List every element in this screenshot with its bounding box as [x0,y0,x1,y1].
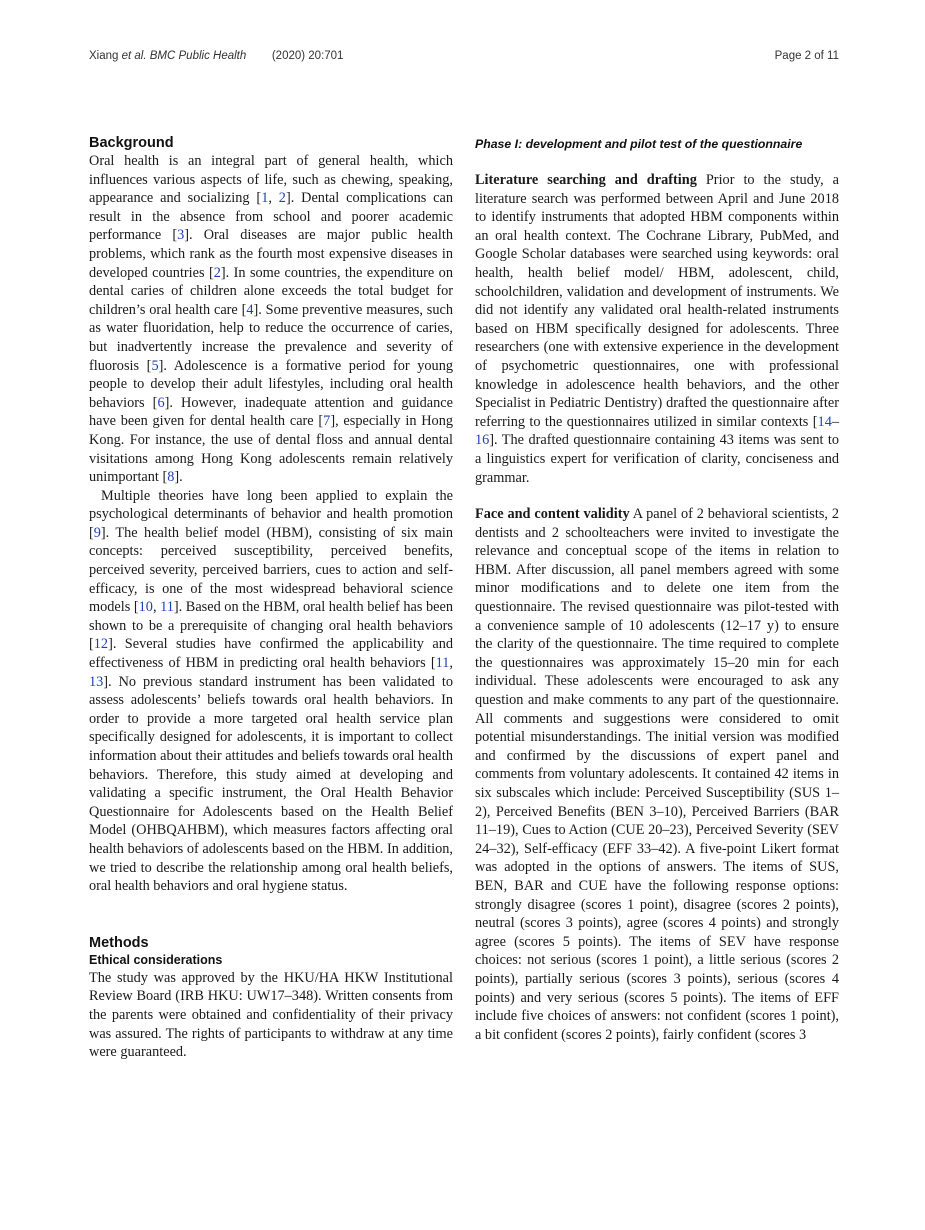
journal-name: BMC Public Health [149,50,247,62]
citation-line [89,50,343,62]
citation-link[interactable]: 3 [177,227,185,244]
text-run: ]. No previous standard instrument has been validated to assess adolescents’ beliefs towards oral health behaviors. In order to provide a more targeted oral health service plan specifically designed for adolescents, it is important to collect information about their attitudes and beliefs towards oral health behaviors. Therefore, this study aimed at developing and validating a specific instrument, the Oral Health Behavior Questionnaire for Adolescents based on the Health Belief Model (OHBQAHBM), which measures factors affecting oral health behaviors of adolescents based on the HBM. In addition, we tried to describe the relationship among oral health beliefs, oral health behaviors and oral hygiene status. [89,673,453,895]
citation-link[interactable]: 8 [167,469,175,486]
year-volume: (2020) 20:701 [271,50,344,62]
text-run: ]. Based on the HBM, oral health belief has been shown to be a prerequisite of changing oral health behaviors [ [89,599,453,653]
text-run: , [152,599,161,616]
methods-heading: Methods [89,934,149,951]
citation-link[interactable]: 13 [89,673,104,690]
text-run: ]. However, inadequate attention and guidance have been given for dental health care [ [89,394,453,430]
citation-link[interactable]: 14 [817,413,832,430]
face-validity-paragraph [475,505,839,1044]
text-run: Multiple theories have long been applied to explain the psychological determinants of behavior and health promotion [ [89,487,453,541]
text-run: ]. [174,469,183,486]
citation-link[interactable]: 1 [261,190,269,207]
text-run: ]. Oral diseases are major public health problems, which rank as the fourth most expensive diseases in developed countries [ [89,227,453,281]
text-run: – [831,413,839,430]
citation-link[interactable]: 2 [213,264,221,281]
phase1-heading: Phase I: development and pilot test of the questionnaire [475,137,803,151]
page-number: Page 2 of 11 [774,50,839,62]
citation-link[interactable]: 9 [93,524,101,541]
face-validity-text: A panel of 2 behavioral scientists, 2 dentists and 2 schoolteachers were invited to investigate the relevance and conceptual scope of the items in relation to HBM. After discussion, all panel members agreed with some minor modifications and to delete one item from the questionnaire. The revised questionnaire was pilot-tested with a convenience sample of 10 adolescents (12–17 y) to ensure the clarity of the questionnaire. The time required to complete the questionnaires was approximately 15–20 min for each individual. These adolescents were encouraged to ask any question and make comments to any part of the questionnaire. All comments and suggestions were considered to omit potential misunderstandings. The initial version was modified and confirmed by the discussions of expert panel and comments from voluntary adolescents. It contained 42 items in six subscales which include: Perceived Susceptibility (SUS 1–2), Perceived Benefits (BEN 3–10), Perceived Barriers (BAR 11–19), Cues to Action (CUE 20–23), Perceived Severity (SEV 24–32), Self-efficacy (EFF 33–42). A five-point Likert format was adopted in the options of answers. The items of SUS, BEN, BAR and CUE have the following response options: strongly disagree (scores 1 point), disagree (scores 2 points), neutral (scores 3 points), agree (scores 4 points) and strongly agree (scores 5 points). The items of SEV have response choices: not serious (scores 1 point), a little serious (scores 2 points), partially serious (scores 3 points), serious (scores 4 points) and very serious (scores 5 points). The items of EFF include five choices of answers: not confident (scores 1 point), a bit confident (scores 2 points), fairly confident (scores 3 [475,506,840,1043]
running-header [89,50,839,66]
text-run: ], especially in Hong Kong. For instance, the use of dental floss and annual dental visitations among Hong Kong adolescents remain relatively unimportant [ [89,413,453,486]
text-run: Oral health is an integral part of general health, which influences various aspects of life, such as chewing, speaking, appearance and socializing [ [89,153,453,207]
et-al: et al. [121,50,147,62]
face-validity-run-heading: Face and content validity [475,506,630,523]
author-name: Xiang [89,50,119,62]
citation-link[interactable]: 7 [323,413,331,430]
text-run: ]. Adolescence is a formative period for young people to develop their adult lifestyles, including oral health behaviors [ [89,357,453,411]
text-run: ]. The health belief model (HBM), consisting of six main concepts: perceived susceptibility, perceived benefits, perceived severity, perceived barriers, cues to action and self-efficacy, is one of the most widespread behavioral science models [ [89,524,453,616]
ethics-paragraph: The study was approved by the HKU/HA HKW Institutional Review Board (IRB HKU: UW17–348). Written consents from the parents were obtained and confidentiality of their privacy was assured. The rights of participants to withdraw at any time were guaranteed. [89,969,453,1061]
background-heading: Background [89,135,174,151]
text-run: ]. Some preventive measures, such as water fluoridation, help to reduce the occurrence of caries, but inadvertently increase the prevalence and severity of fluorosis [ [89,301,453,374]
text-run: ]. Several studies have confirmed the applicability and effectiveness of HBM in predicting oral health behaviors [ [89,636,453,672]
literature-run-heading: Literature searching and drafting [475,172,697,188]
citation-link[interactable]: 12 [93,636,109,653]
text-run: ]. The drafted questionnaire containing 43 items was sent to a linguistics expert for verification of clarity, conciseness and grammar. [475,432,839,486]
citation-link[interactable]: 5 [151,357,159,374]
citation-link[interactable]: 4 [246,301,254,318]
left-column [89,134,453,1062]
right-column [475,134,839,1044]
text-run: , [449,655,453,672]
text-run: ]. Dental complications can result in the absence from school and poorer academic performance [ [89,190,453,244]
text-run: ]. In some countries, the expenditure on dental caries of children alone exceeds the total budget for children’s oral health care [ [89,264,453,318]
literature-paragraph [475,171,839,487]
ethics-heading: Ethical considerations [89,952,223,967]
background-paragraph-2 [89,487,453,896]
text-run: , [268,190,279,207]
citation-link[interactable]: 2 [278,190,286,207]
literature-text [475,172,839,486]
citation-link[interactable]: 11 [435,655,450,672]
citation-link[interactable]: 11 [160,599,174,616]
text-run: Prior to the study, a literature search was performed between April and June 2018 to identify instruments that adopted HBM components within an oral health context. The Cochrane Library, PubMed, and Google Scholar databases were searched using keywords: oral health, health belief model/ HBM, adolescent, child, schoolchildren, validation and development of instruments. We did not identify any validated oral health-related instruments based on HBM specifically designed for adolescents. Three researchers (one with extensive experience in the development of psychometric questionnaires, one with professional knowledge in adolescence health behaviors, and the other Specialist in Pediatric Dentistry) drafted the questionnaire after referring to the questionnaires utilized in similar contexts [ [475,172,839,430]
citation-link[interactable]: 16 [475,432,490,449]
background-paragraph-1 [89,152,453,487]
citation-link[interactable]: 6 [157,394,165,411]
citation-link[interactable]: 10 [138,599,153,616]
